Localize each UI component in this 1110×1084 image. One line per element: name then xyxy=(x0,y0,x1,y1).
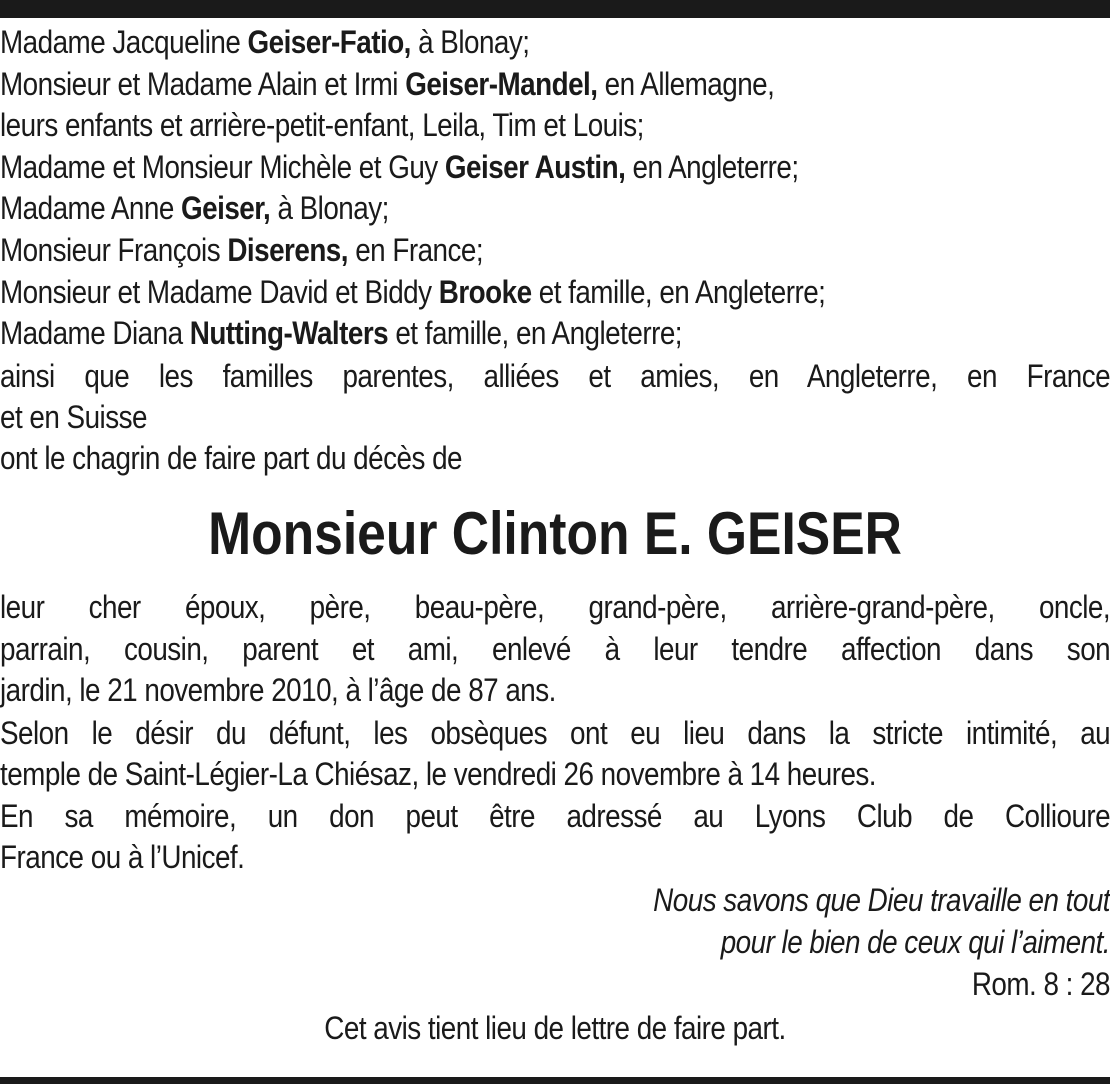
family-text: et famille, en Angleterre; xyxy=(388,315,682,352)
closing-note: Cet avis tient lieu de lettre de faire part. xyxy=(324,1009,786,1046)
verse-line-2: pour le bien de ceux qui l’aiment. xyxy=(720,923,1110,960)
body-line-5: temple de Saint-Légier-La Chiésaz, le vendredi 26 novembre à 14 heures. xyxy=(0,755,877,792)
family-line-5 xyxy=(0,188,1110,230)
body-line-2: parrain, cousin, parent et ami, enlevé à leur tendre affection dans son xyxy=(0,630,1110,667)
family-text: Monsieur et Madame David et Biddy xyxy=(0,273,439,310)
family-text: en France; xyxy=(347,231,484,268)
family-text: à Blonay; xyxy=(410,24,530,60)
deceased-name: Monsieur Clinton E. GEISER xyxy=(208,499,902,567)
family-text: leurs enfants et arrière-petit-enfant, Leila, Tim et Louis; xyxy=(0,107,644,144)
family-text: Monsieur et Madame Alain et Irmi xyxy=(0,65,406,102)
bottom-rule xyxy=(0,1077,1110,1084)
body-line-1: leur cher époux, père, beau-père, grand-père, arrière-grand-père, oncle, xyxy=(0,588,1110,625)
family-text: Madame Jacqueline xyxy=(0,24,248,60)
family-surname: Brooke xyxy=(438,273,532,310)
relatives-line-1: ainsi que les familles parentes, alliées et amies, en Angleterre, en France xyxy=(0,357,1110,394)
announcement: ont le chagrin de faire part du décès de xyxy=(0,440,463,477)
obituary-notice xyxy=(0,22,1110,1049)
relatives-line-2: et en Suisse xyxy=(0,398,147,435)
body-line-7: France ou à l’Unicef. xyxy=(0,839,245,876)
family-text: Madame et Monsieur Michèle et Guy xyxy=(0,148,445,185)
family-line-6 xyxy=(0,230,1110,272)
family-text: Madame Anne xyxy=(0,190,182,227)
family-text: Monsieur François xyxy=(0,231,228,268)
family-text: en Allemagne, xyxy=(597,65,775,102)
family-text: et famille, en Angleterre; xyxy=(531,273,826,310)
family-line-3 xyxy=(0,105,1110,147)
verse-line-1: Nous savons que Dieu travaille en tout xyxy=(653,881,1110,918)
family-line-2 xyxy=(0,64,1110,106)
top-rule xyxy=(0,0,1110,18)
body-line-3: jardin, le 21 novembre 2010, à l’âge de 87 ans. xyxy=(0,671,556,708)
family-line-1 xyxy=(0,22,1110,64)
body-line-4: Selon le désir du défunt, les obsèques ont eu lieu dans la stricte intimité, au xyxy=(0,714,1110,751)
family-line-7 xyxy=(0,272,1110,314)
family-line-4 xyxy=(0,147,1110,189)
family-text: à Blonay; xyxy=(270,190,389,227)
family-text: en Angleterre; xyxy=(625,148,799,185)
family-surname: Geiser, xyxy=(181,190,271,227)
body-line-6: En sa mémoire, un don peut être adressé au Lyons Club de Collioure xyxy=(0,798,1110,835)
family-line-8 xyxy=(0,313,1110,355)
family-surname: Diserens, xyxy=(227,231,348,268)
family-text: Madame Diana xyxy=(0,315,190,352)
family-surname: Geiser-Fatio, xyxy=(247,24,411,60)
family-surname: Geiser Austin, xyxy=(444,148,626,185)
family-surname: Geiser-Mandel, xyxy=(405,65,598,102)
family-surname: Nutting-Walters xyxy=(189,315,389,352)
verse-reference: Rom. 8 : 28 xyxy=(971,965,1110,1002)
